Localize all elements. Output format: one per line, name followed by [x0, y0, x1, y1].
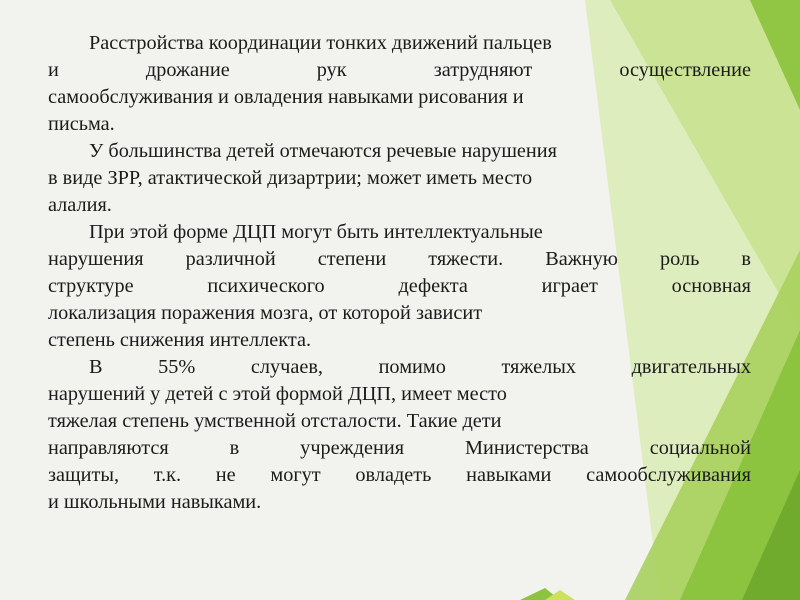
text-line: нарушения различной степени тяжести. Важную роль в	[48, 248, 751, 270]
text-line: защиты, т.к. не могут овладеть навыками самообслуживания	[48, 464, 751, 486]
text-line: и дрожание рук затрудняют осуществление	[48, 59, 751, 81]
text-line: структуре психического дефекта играет основная	[48, 275, 751, 297]
text-line: Расстройства координации тонких движений пальцев	[89, 32, 552, 54]
text-body	[48, 30, 751, 516]
paragraph-3	[48, 219, 751, 354]
text-line: и школьными навыками.	[48, 491, 262, 513]
text-line: самообслуживания и овладения навыками рисования и	[48, 86, 524, 108]
text-line: У большинства детей отмечаются речевые нарушения	[89, 140, 557, 162]
paragraph-1	[48, 30, 751, 138]
text-line: алалия.	[48, 194, 112, 216]
text-line: в виде ЗРР, атактической дизартрии; может иметь место	[48, 167, 533, 189]
text-line: локализация поражения мозга, от которой зависит	[48, 302, 483, 324]
text-line: степень снижения интеллекта.	[48, 329, 312, 351]
text-line: нарушений у детей с этой формой ДЦП, имеет место	[48, 383, 507, 405]
text-line: направляются в учреждения Министерства социальной	[48, 437, 751, 459]
text-line: При этой форме ДЦП могут быть интеллектуальные	[89, 221, 543, 243]
text-line: В 55% случаев, помимо тяжелых двигательных	[89, 356, 751, 378]
text-line: письма.	[48, 113, 115, 135]
text-line: тяжелая степень умственной отсталости. Такие дети	[48, 410, 502, 432]
paragraph-4	[48, 354, 751, 516]
paragraph-2	[48, 138, 751, 219]
